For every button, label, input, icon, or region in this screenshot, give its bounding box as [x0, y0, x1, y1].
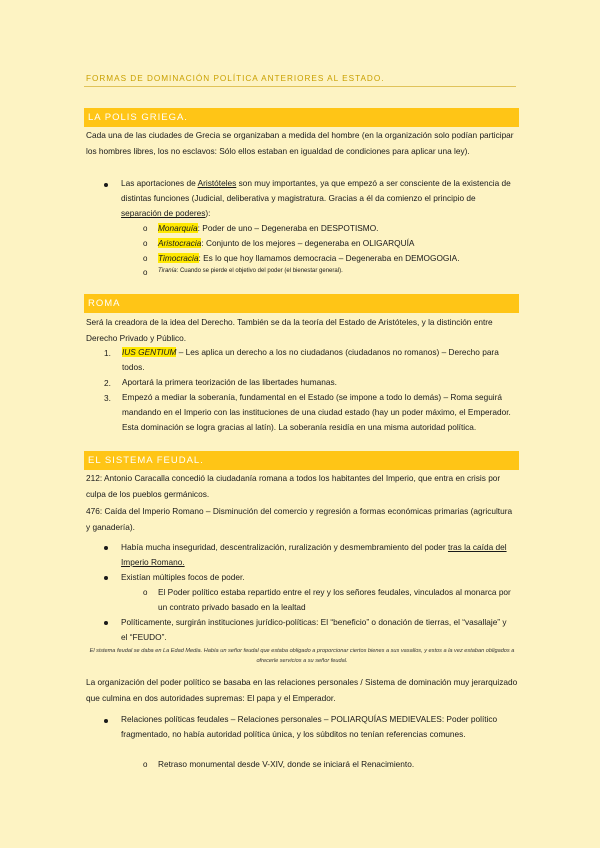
list-number: 1.	[104, 348, 111, 358]
bullet-text-post: ):	[205, 208, 211, 219]
sub-text: : Es lo que hoy llamamos democracia – Degeneraba en DEMOGOGIA.	[198, 253, 460, 263]
term-tirania: Tiranía	[158, 268, 177, 274]
polis-sub-monarquia	[158, 221, 518, 236]
sub-bullet-ring: o	[143, 268, 148, 277]
feudal-sub-retraso: Retraso monumental desde V-XIV, donde se iniciará el Renacimiento.	[158, 759, 415, 769]
polis-sub-tirania	[158, 264, 518, 279]
section-header-roma: ROMA	[84, 294, 519, 313]
sub-bullet-ring: o	[143, 239, 148, 248]
polis-sub-aristocracia	[158, 236, 518, 251]
sub-bullet-ring: o	[143, 760, 148, 769]
feudal-bullet-instituciones: Políticamente, surgirán instituciones jurídico-políticas: El “beneficio” o donación de tierras, el “vasallaje” y el “FEUDO”.	[121, 617, 507, 643]
roma-item-libertades: Aportará la primera teorización de las libertades humanas.	[122, 377, 337, 387]
polis-intro: Cada una de las ciudades de Grecia se organizaban a medida del hombre (en la organización solo podían participar los hombres libres, los no esclavos: Sólo ellos estaban en igualdad de condiciones para aplicar una ley).	[86, 130, 514, 156]
caida-imperio-underlined: tras la caída del Imperio Romano.	[121, 542, 507, 568]
feudal-note: El sistema feudal se daba en La Edad Media. Había un señor feudal que estaba obligado a proporcionar ciertos bienes a sus vasallos, y estos a la vez estaban obligados a ofrecerle servicios a su señor feudal.	[89, 648, 515, 664]
polis-bullet-aristoteles	[121, 176, 513, 222]
feudal-sub-poder-repartido: El Poder político estaba repartido entre el rey y los señores feudales, vinculados al monarca por un contrato privado basado en la lealtad	[158, 587, 511, 613]
feudal-bullet-poliarquias: Relaciones políticas feudales – Relaciones personales – POLIARQUÍAS MEDIEVALES: Poder político fragmentado, no había autoridad política única, y los súbditos no tenían referencias comunes.	[121, 714, 498, 740]
feudal-p212: 212: Antonio Caracalla concedió la ciudadanía romana a todos los habitantes del Imperio, que entra en crisis por culpa de los pueblos germánicos.	[86, 473, 501, 499]
roma-item-ius-gentium	[122, 345, 516, 375]
feudal-organizacion: La organización del poder político se basaba en las relaciones personales / Sistema de dominación muy jerarquizado que culmina en dos autoridades supremas: El papa y el Emperador.	[86, 677, 518, 703]
sub-text: : Cuando se pierde el objetivo del poder (el bienestar general).	[176, 268, 343, 274]
separacion-poderes-underlined: separación de poderes	[121, 208, 206, 219]
term-monarquia: Monarquía	[158, 223, 198, 233]
roma-intro: Será la creadora de la idea del Derecho. También se da la teoría del Estado de Aristóteles, y la distinción entre Derecho Privado y Público.	[86, 317, 493, 343]
title-divider	[84, 86, 516, 87]
bullet-text: Había mucha inseguridad, descentralización, ruralización y desmembramiento del poder	[121, 542, 448, 552]
bullet-dot	[104, 621, 108, 625]
bullet-dot	[104, 576, 108, 580]
term-timocracia: Timocracia	[158, 253, 199, 263]
section-header-feudal: EL SISTEMA FEUDAL.	[84, 451, 519, 470]
term-ius-gentium: IUS GENTIUM	[122, 347, 177, 357]
bullet-dot	[104, 719, 108, 723]
sub-text: : Conjunto de los mejores – degeneraba en OLIGARQUÍA	[201, 238, 415, 248]
feudal-bullet-inseguridad	[121, 540, 513, 570]
bullet-text-mid: son muy importantes, ya que empezó a ser consciente de la existencia de distintas funciones (Judicial, deliberativa y magistratura. Gracias a él da comienzo el principio de	[121, 178, 511, 204]
bullet-dot	[104, 183, 108, 187]
list-number: 2.	[104, 378, 111, 388]
page-title: FORMAS DE DOMINACIÓN POLÍTICA ANTERIORES AL ESTADO.	[86, 74, 385, 83]
sub-bullet-ring: o	[143, 224, 148, 233]
sub-text: : Poder de uno – Degeneraba en DESPOTISMO.	[197, 223, 379, 233]
aristoteles-underlined: Aristóteles	[197, 178, 237, 188]
bullet-dot	[104, 546, 108, 550]
item-text: – Les aplica un derecho a los no ciudadanos (ciudadanos no romanos) – Derecho para todos.	[122, 347, 499, 373]
feudal-bullet-focos: Existían múltiples focos de poder.	[121, 572, 245, 582]
bullet-text: Las aportaciones de	[121, 178, 198, 188]
roma-item-soberania: Empezó a mediar la soberanía, fundamental en el Estado (se impone a todo lo demás) – Roma seguirá mandando en el Imperio con las instituciones de una ciudad estado (hay un poder máximo, el Emperador. Esta dominación se logra gracias al latín). La soberanía residía en una misma autoridad política.	[122, 392, 511, 433]
feudal-p476: 476: Caída del Imperio Romano – Disminución del comercio y regresión a formas económicas primarias (agricultura y ganadería).	[86, 506, 513, 532]
section-header-polis: LA POLIS GRIEGA.	[84, 108, 519, 127]
sub-bullet-ring: o	[143, 588, 148, 597]
term-aristocracia: Aristocracia	[158, 238, 202, 248]
list-number: 3.	[104, 393, 111, 403]
sub-bullet-ring: o	[143, 254, 148, 263]
